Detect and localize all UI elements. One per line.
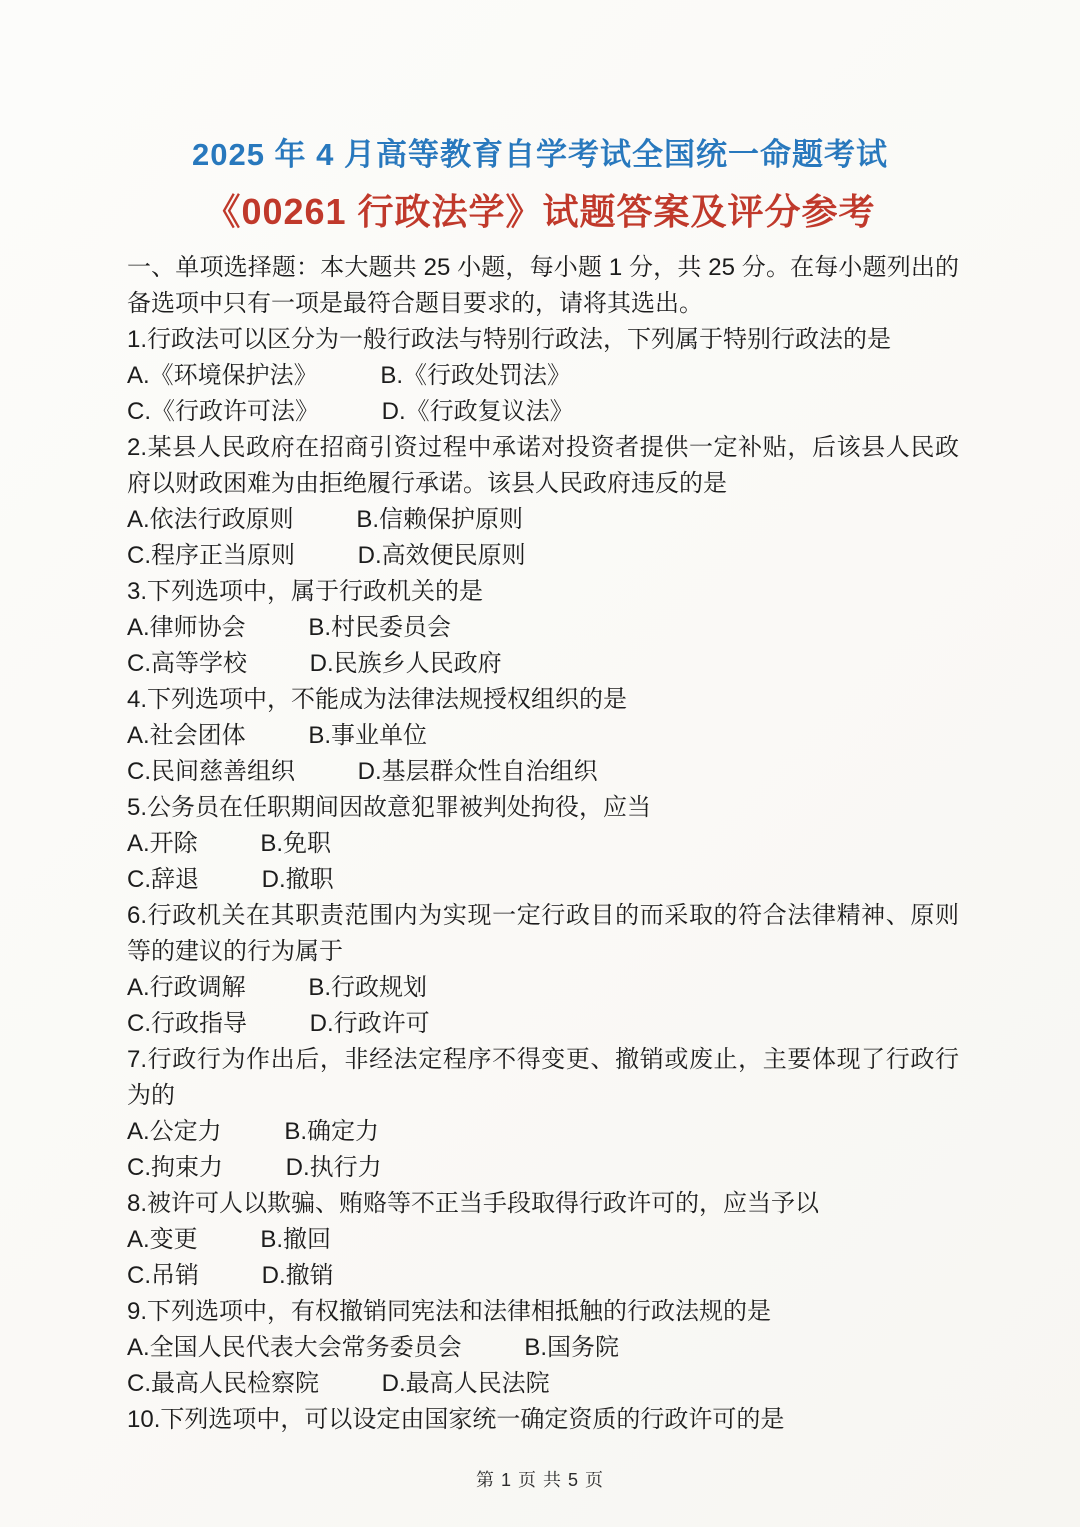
document-header <box>0 0 1080 234</box>
option-b: B.确定力 <box>284 1118 380 1145</box>
option-row <box>127 394 959 430</box>
option-row <box>127 502 959 538</box>
option-c: C.辞退 <box>127 866 199 893</box>
question-5 <box>127 790 959 898</box>
option-row <box>127 970 959 1006</box>
option-d: D.撤职 <box>261 866 334 893</box>
question-stem: 5.公务员在任职期间因故意犯罪被判处拘役，应当 <box>127 794 652 821</box>
question-stem: 2.某县人民政府在招商引资过程中承诺对投资者提供一定补贴，后该县人民政府以财政困难为由拒绝履行承诺。该县人民政府违反的是 <box>127 434 959 497</box>
question-6 <box>127 898 959 1042</box>
option-b: B.免职 <box>260 830 332 857</box>
question-stem: 10.下列选项中，可以设定由国家统一确定资质的行政许可的是 <box>127 1406 785 1433</box>
option-a: A.《环境保护法》 <box>127 362 318 389</box>
question-4 <box>127 682 959 790</box>
question-7 <box>127 1042 959 1186</box>
exam-subject-title: 《00261 行政法学》试题答案及评分参考 <box>204 191 876 232</box>
question-stem: 4.下列选项中，不能成为法律法规授权组织的是 <box>127 686 628 713</box>
option-row <box>127 826 959 862</box>
question-stem: 8.被许可人以欺骗、贿赂等不正当手段取得行政许可的，应当予以 <box>127 1190 820 1217</box>
option-d: D.行政许可 <box>309 1010 430 1037</box>
option-a: A.依法行政原则 <box>127 506 294 533</box>
option-row <box>127 358 959 394</box>
option-row <box>127 1222 959 1258</box>
section-instructions: 一、单项选择题：本大题共 25 小题，每小题 1 分，共 25 分。在每小题列出的备选项中只有一项是最符合题目要求的，请将其选出。 <box>127 254 959 317</box>
option-a: A.变更 <box>127 1226 198 1253</box>
question-9 <box>127 1294 959 1402</box>
question-2 <box>127 430 959 574</box>
question-stem: 9.下列选项中，有权撤销同宪法和法律相抵触的行政法规的是 <box>127 1298 772 1325</box>
option-row <box>127 1330 959 1366</box>
option-d: D.基层群众性自治组织 <box>357 758 598 785</box>
exam-session-title: 2025 年 4 月高等教育自学考试全国统一命题考试 <box>191 137 889 172</box>
option-row <box>127 646 959 682</box>
option-b: B.信赖保护原则 <box>356 506 524 533</box>
option-c: C.最高人民检察院 <box>127 1370 319 1397</box>
question-8 <box>127 1186 959 1294</box>
option-a: A.公定力 <box>127 1118 222 1145</box>
option-row <box>127 718 959 754</box>
option-d: D.民族乡人民政府 <box>309 650 502 677</box>
option-row <box>127 1150 959 1186</box>
option-a: A.社会团体 <box>127 722 246 749</box>
question-stem: 3.下列选项中，属于行政机关的是 <box>127 578 484 605</box>
option-b: B.撤回 <box>260 1226 332 1253</box>
option-row <box>127 1366 959 1402</box>
option-c: C.《行政许可法》 <box>127 398 319 425</box>
option-c: C.高等学校 <box>127 650 247 677</box>
option-row <box>127 538 959 574</box>
option-a: A.开除 <box>127 830 198 857</box>
option-c: C.民间慈善组织 <box>127 758 295 785</box>
option-a: A.行政调解 <box>127 974 246 1001</box>
option-c: C.吊销 <box>127 1262 199 1289</box>
option-c: C.拘束力 <box>127 1154 223 1181</box>
option-row <box>127 1006 959 1042</box>
page-number: 第 1 页 共 5 页 <box>475 1470 605 1490</box>
document-footer <box>0 1469 1080 1491</box>
option-d: D.撤销 <box>261 1262 334 1289</box>
option-b: B.《行政处罚法》 <box>380 362 572 389</box>
option-row <box>127 1114 959 1150</box>
option-c: C.程序正当原则 <box>127 542 295 569</box>
option-c: C.行政指导 <box>127 1010 247 1037</box>
question-1 <box>127 322 959 430</box>
option-d: D.最高人民法院 <box>381 1370 550 1397</box>
option-row <box>127 754 959 790</box>
option-b: B.行政规划 <box>308 974 428 1001</box>
option-a: A.全国人民代表大会常务委员会 <box>127 1334 462 1361</box>
question-stem: 7.行政行为作出后，非经法定程序不得变更、撤销或废止，主要体现了行政行为的 <box>127 1046 959 1109</box>
option-b: B.村民委员会 <box>308 614 452 641</box>
question-stem: 1.行政法可以区分为一般行政法与特别行政法，下列属于特别行政法的是 <box>127 326 892 353</box>
option-b: B.国务院 <box>524 1334 620 1361</box>
option-b: B.事业单位 <box>308 722 428 749</box>
question-3 <box>127 574 959 682</box>
option-d: D.高效便民原则 <box>357 542 526 569</box>
option-a: A.律师协会 <box>127 614 246 641</box>
option-row <box>127 1258 959 1294</box>
question-10 <box>127 1402 959 1438</box>
question-section <box>127 250 959 1438</box>
option-d: D.《行政复议法》 <box>381 398 574 425</box>
option-row <box>127 862 959 898</box>
option-row <box>127 610 959 646</box>
option-d: D.执行力 <box>285 1154 382 1181</box>
question-stem: 6.行政机关在其职责范围内为实现一定行政目的而采取的符合法律精神、原则等的建议的行为属于 <box>127 902 959 965</box>
